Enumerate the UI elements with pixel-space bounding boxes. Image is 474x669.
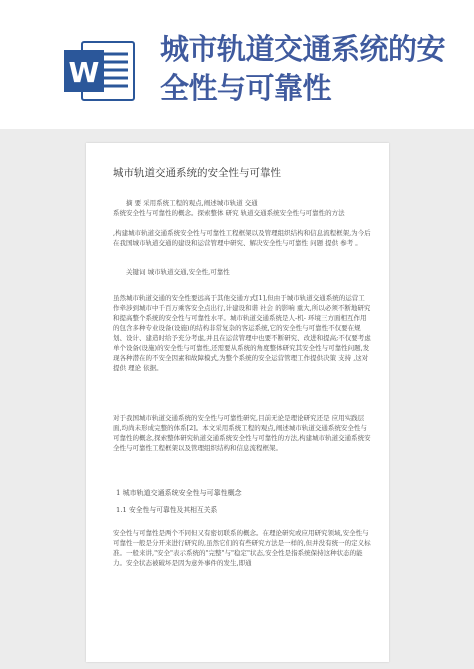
keywords: 关键词 城市轨道交通,安全性,可靠性: [126, 268, 230, 276]
section-heading: 1 城市轨道交通系统安全性与可靠性概念: [116, 489, 242, 497]
banner: [0, 0, 474, 129]
word-letter: W: [68, 56, 100, 89]
document-page: [86, 143, 389, 662]
abstract-line: 系统安全性与可靠性的概念。探索整体 研究 轨道交通系统安全性与可靠性的方法: [113, 209, 345, 217]
abstract-line: 摘 要 采用系统工程的观点,阐述城市轨道 交通: [126, 199, 258, 207]
paragraph: 虽然城市轨道交通的安全性要远高于其他交通方式[1],但由于城市轨道交通系统的运营工作牵涉到城市中千百万乘客安全点出行,计建设和谐 社会 的影响 重大,所以必须不断地研究和提高整个系统的安全性与可靠性水平。城市轨道交通系统是人-机- 环境三方面相互作用的包含多种专业设备(设施)的结构非常复杂的客运系统,它的安全性与可靠性不仅要在规划、设计、建造时给予充分考虑,并且在运营管理中也要不断研究、改进和提高;不仅要考虑单个设备(设施)的安全性与可靠性,还需要从系统的角度整体研究其安全性与可靠性问题,发现各种潜在的不安全因素和故障模式,为整个系统的安全运营管理工作提供决策 支持 ,这对提供 理论 依据。: [113, 294, 371, 372]
abstract-line: ,构建城市轨道交通系统安全性与可靠性工程框架以及管理组织结构和信息流程框架,为今后在我国城市轨道交通的建设和运营管理中研究、解决安全性与可靠性 问题 提供 参考 。: [113, 229, 371, 247]
paragraph: 安全性与可靠性是两个不同但又有密切联系的概念。在理论研究或应用研究领域,安全性与可靠性一般是分开来进行研究的,虽然它们的有些研究方法是一样的,但并没有统一的定义标准。一般来讲,"安全"表示系统的"完整"与"稳定"状态,安全性是指系统保持这种状态的能力。安全状态被破坏是因为意外事件的发生,即通: [113, 529, 371, 567]
banner-title: 城市轨道交通系统的安全性与可靠性: [160, 32, 446, 105]
document-title: 城市轨道交通系统的安全性与可靠性: [113, 167, 281, 179]
word-document-icon: [62, 40, 138, 102]
subsection-heading: 1.1 安全性与可靠性及其相互关系: [116, 506, 218, 514]
paragraph: 对于我国城市轨道交通系统的安全性与可靠性研究,目前无论是理论研究还是 应用实践层面,均尚未形成完整的体系[2]。本文采用系统工程的观点,阐述城市轨道交通系统安全性与可靠性的概念,探索整体研究轨道交通系统安全性与可靠性的方法,构建城市轨道交通系统安全性与可靠性工程框架以及管理组织结构和信息流程框架。: [113, 414, 371, 452]
